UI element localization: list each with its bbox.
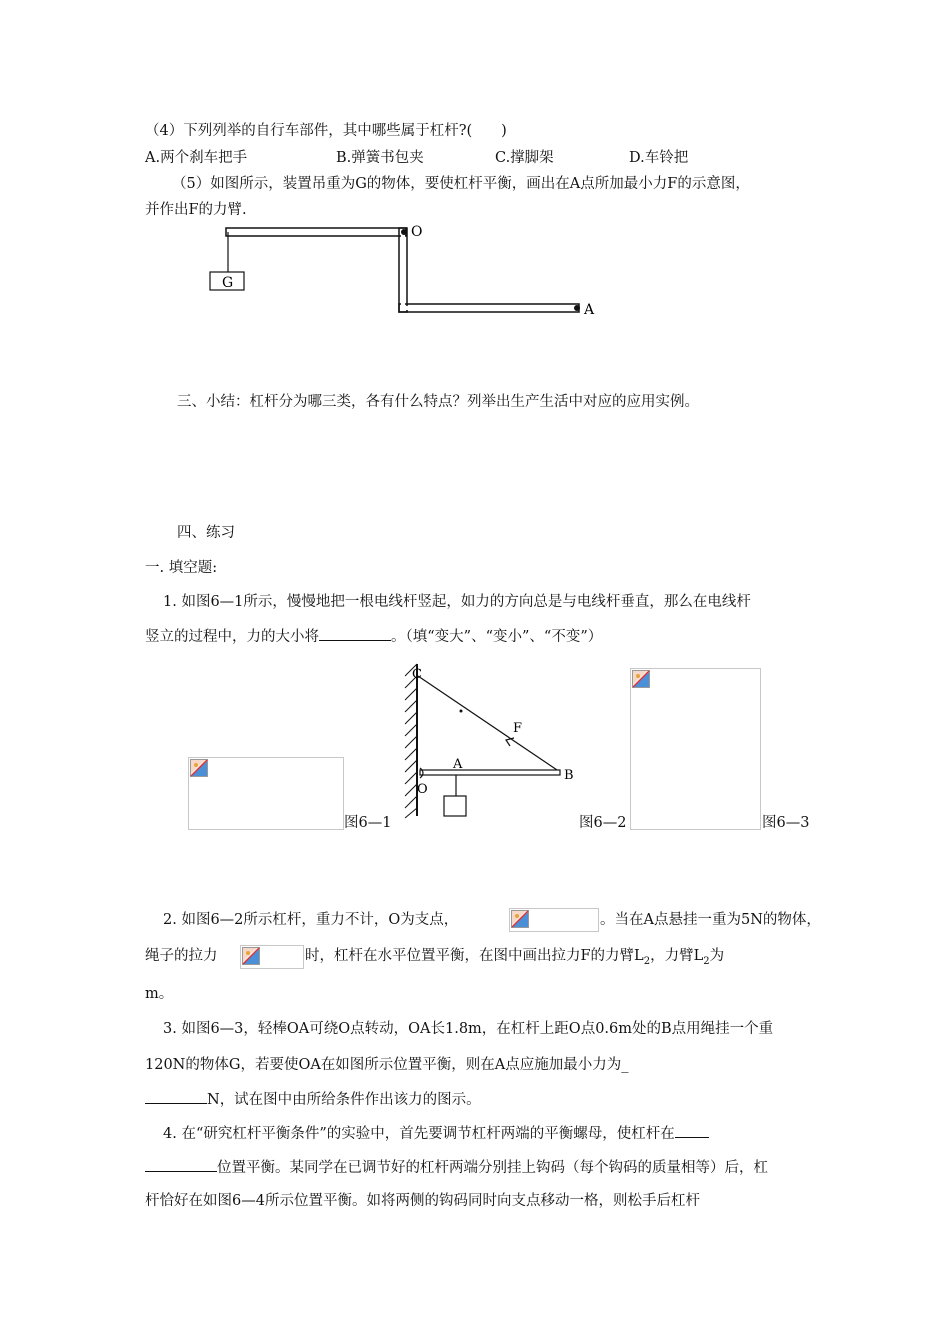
point-a-dot xyxy=(574,305,580,311)
q4-line1: 4. 在“研究杠杆平衡条件”的实验中，首先要调节杠杆两端的平衡螺母，使杠杆在 xyxy=(163,1123,709,1144)
question-5-line1: （5）如图所示，装置吊重为G的物体，要使杠杆平衡，画出在A点所加最小力F的示意图， xyxy=(172,176,750,192)
figure-6-1-caption: 图6—1 xyxy=(344,815,392,831)
wall-hatching xyxy=(405,664,417,818)
fill-blank-heading: 一. 填空题: xyxy=(145,560,218,576)
label-a: A xyxy=(584,302,595,318)
q2-inline-image-2 xyxy=(240,945,304,969)
option-d: D.车铃把 xyxy=(629,150,689,166)
q4-answer-blank-part2[interactable] xyxy=(145,1157,217,1172)
rope-cb xyxy=(418,676,560,772)
option-a: A.两个刹车把手 xyxy=(145,150,248,166)
q4-line3: 杆恰好在如图6—4所示位置平衡。如将两侧的钩码同时向支点移动一格，则松手后杠杆 xyxy=(145,1193,700,1209)
figure-6-2-caption: 图6—2 xyxy=(579,815,627,831)
q3-line3: N，试在图中由所给条件作出该力的图示。 xyxy=(145,1089,481,1110)
practice-heading: 四、练习 xyxy=(177,525,235,541)
q3-line1: 3. 如图6—3，轻棒OA可绕O点转动，OA长1.8m，在杠杆上距O点0.6m处的B点用绳挂一个重 xyxy=(163,1021,774,1037)
broken-image-icon xyxy=(242,947,260,965)
option-c: C.撑脚架 xyxy=(495,150,554,166)
q1-line1: 1. 如图6—1所示，慢慢地把一根电线杆竖起，如力的方向总是与电线杆垂直，那么在电线杆 xyxy=(163,594,751,610)
q2-line2-end: 时，杠杆在水平位置平衡，在图中画出拉力F的力臂$L_2$，力臂$L_2$为 xyxy=(305,948,725,967)
q2-line3: m。 xyxy=(145,986,174,1002)
figure-6-2-diagram xyxy=(400,660,590,820)
broken-image-icon xyxy=(632,670,650,688)
q4-answer-blank-part1[interactable] xyxy=(675,1123,709,1138)
q3-answer-blank[interactable] xyxy=(145,1089,207,1104)
force-arrow xyxy=(506,738,514,746)
q2-line1: 2. 如图6—2所示杠杆，重力不计，O为支点， xyxy=(163,912,459,928)
q3-line2: 120N的物体G，若要使OA在如图所示位置平衡，则在A点应施加最小力为_ xyxy=(145,1057,629,1073)
label-b: B xyxy=(564,768,574,783)
question-5-line2: 并作出F的力臂. xyxy=(145,202,247,218)
label-g: G xyxy=(222,275,234,291)
q1-answer-blank[interactable] xyxy=(319,626,391,641)
q2-inline-image-1 xyxy=(509,908,599,932)
label-o: O xyxy=(411,224,423,240)
q2-line1-end: 。当在A点悬挂一重为5N的物体， xyxy=(600,912,821,928)
option-b: B.弹簧书包夹 xyxy=(336,150,424,166)
figure-6-1-image xyxy=(188,757,344,830)
figure-6-3-caption: 图6—3 xyxy=(762,815,810,831)
lever-figure-q5 xyxy=(200,220,620,330)
q4-line2: 位置平衡。某同学在已调节好的杠杆两端分别挂上钩码（每个钩码的质量相等）后，杠 xyxy=(145,1157,768,1178)
pivot-o-dot xyxy=(401,229,407,235)
lever-top-bar xyxy=(226,228,406,236)
question-4-text: （4）下列列举的自行车部件，其中哪些属于杠杆?( ) xyxy=(145,123,507,139)
hanging-weight xyxy=(444,796,466,816)
summary-text: 三、小结：杠杆分为哪三类，各有什么特点？列举出生产生活中对应的应用实例。 xyxy=(177,394,699,410)
label-o-62: O xyxy=(417,782,428,797)
beam-ob xyxy=(420,770,560,775)
label-a-62: A xyxy=(453,757,463,772)
broken-image-icon xyxy=(190,759,208,777)
label-f: F xyxy=(513,721,523,736)
broken-image-icon xyxy=(511,910,529,928)
q1-line2: 竖立的过程中，力的大小将 。（填“变大”、“变小”、“不变”） xyxy=(145,626,602,647)
figure-6-3-image xyxy=(630,668,761,830)
label-c: C xyxy=(412,667,422,682)
q2-line2-start: 绳子的拉力 xyxy=(145,948,218,964)
